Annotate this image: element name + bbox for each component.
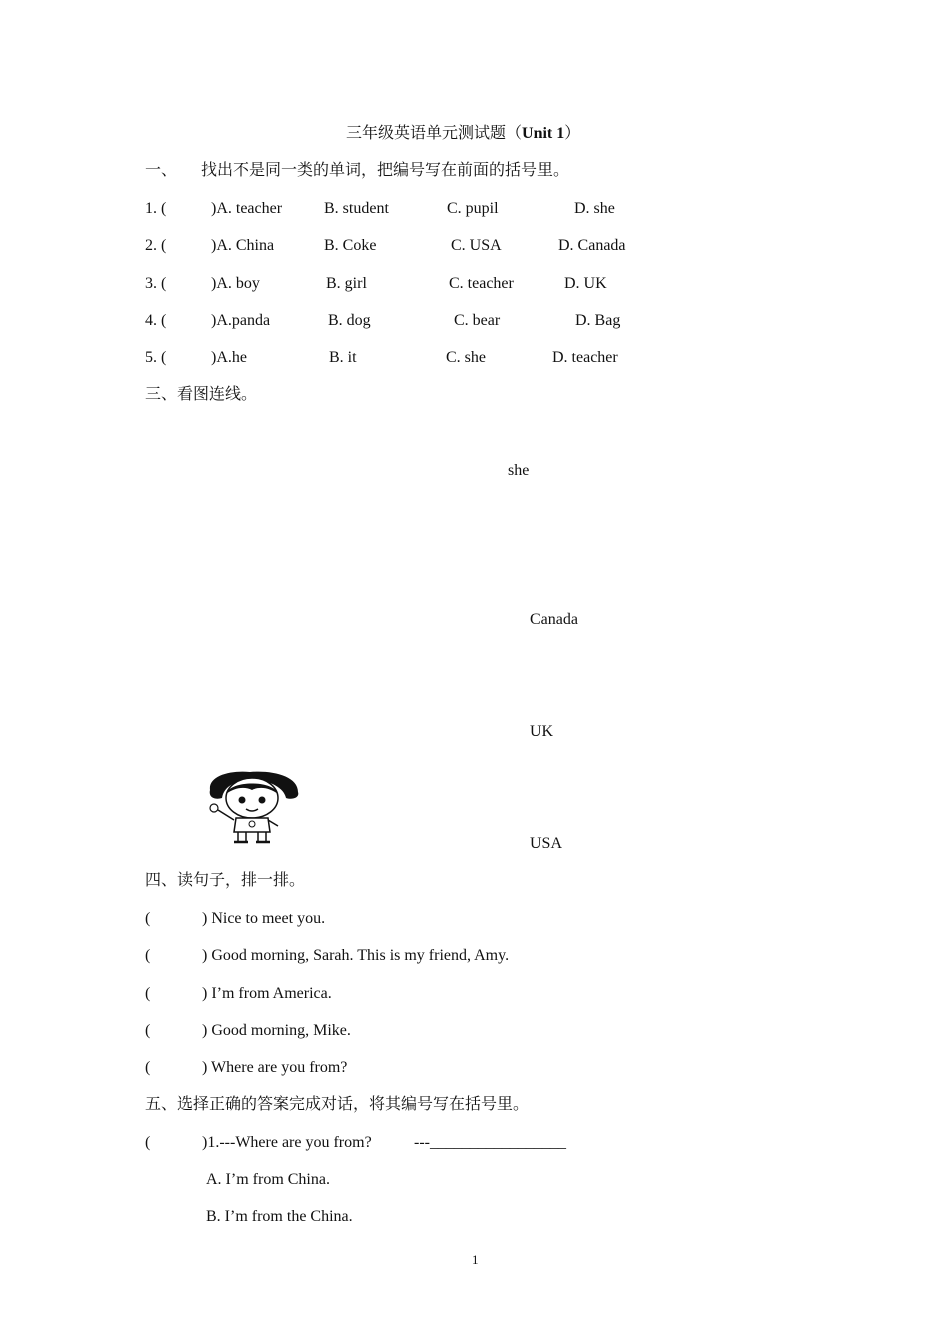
option-a: )A. boy bbox=[211, 275, 260, 292]
option-c: C. USA bbox=[451, 237, 502, 254]
option-b: B. student bbox=[324, 200, 389, 217]
cartoon-girl-image bbox=[200, 768, 304, 844]
section3-heading: 三、看图连线。 bbox=[145, 386, 258, 403]
option-d: D. UK bbox=[564, 275, 607, 292]
ordering-bracket: ( bbox=[145, 1059, 151, 1076]
option-a: )A. teacher bbox=[211, 200, 283, 217]
ordering-sentence: ) Where are you from? bbox=[202, 1059, 348, 1076]
question-number: 1. ( bbox=[145, 200, 167, 217]
section4-heading: 四、读句子，排一排。 bbox=[145, 872, 306, 889]
question-number: 4. ( bbox=[145, 312, 167, 329]
question-number: 2. ( bbox=[145, 237, 167, 254]
title-unit: Unit 1 bbox=[522, 125, 565, 142]
option-b: B. it bbox=[329, 349, 357, 366]
section1-instruction: 找出不是同一类的单词，把编号写在前面的括号里。 bbox=[201, 162, 570, 179]
option-a: )A.he bbox=[211, 349, 247, 366]
question-number: 5. ( bbox=[145, 349, 167, 366]
section5-heading: 五、选择正确的答案完成对话，将其编号写在括号里。 bbox=[145, 1096, 530, 1113]
dialogue-bracket: ( bbox=[145, 1134, 151, 1151]
match-word-uk: UK bbox=[530, 723, 554, 740]
page-title bbox=[346, 126, 580, 142]
option-d: D. Canada bbox=[558, 237, 626, 254]
ordering-sentence: ) Nice to meet you. bbox=[202, 910, 326, 927]
option-d: D. Bag bbox=[575, 312, 621, 329]
question-number: 3. ( bbox=[145, 275, 167, 292]
ordering-sentence: ) Good morning, Sarah. This is my friend, Amy. bbox=[202, 947, 510, 964]
ordering-bracket: ( bbox=[145, 1022, 151, 1039]
section1-number: 一、 bbox=[145, 162, 178, 179]
ordering-sentence: ) Good morning, Mike. bbox=[202, 1022, 351, 1039]
option-b: B. dog bbox=[328, 312, 371, 329]
ordering-bracket: ( bbox=[145, 910, 151, 927]
title-close: ） bbox=[564, 125, 581, 142]
dialogue-option-a: A. I’m from China. bbox=[206, 1171, 330, 1188]
page-number: 1 bbox=[472, 1252, 479, 1267]
title-text: 三年级英语单元测试题（ bbox=[346, 125, 523, 142]
match-word-she: she bbox=[508, 462, 530, 479]
ordering-bracket: ( bbox=[145, 985, 151, 1002]
match-word-canada: Canada bbox=[530, 611, 578, 628]
dialogue-answer-blank: ---_________________ bbox=[414, 1134, 566, 1151]
match-word-usa: USA bbox=[530, 835, 563, 852]
option-c: C. teacher bbox=[449, 275, 514, 292]
ordering-bracket: ( bbox=[145, 947, 151, 964]
option-d: D. she bbox=[574, 200, 615, 217]
option-c: C. bear bbox=[454, 312, 501, 329]
option-b: B. girl bbox=[326, 275, 367, 292]
dialogue-question-text: )1.---Where are you from? bbox=[202, 1134, 372, 1151]
ordering-sentence: ) I’m from America. bbox=[202, 985, 332, 1002]
option-c: C. pupil bbox=[447, 200, 499, 217]
option-d: D. teacher bbox=[552, 349, 618, 366]
option-a: )A.panda bbox=[211, 312, 271, 329]
option-b: B. Coke bbox=[324, 237, 377, 254]
dialogue-option-b: B. I’m from the China. bbox=[206, 1208, 353, 1225]
option-c: C. she bbox=[446, 349, 486, 366]
option-a: )A. China bbox=[211, 237, 275, 254]
